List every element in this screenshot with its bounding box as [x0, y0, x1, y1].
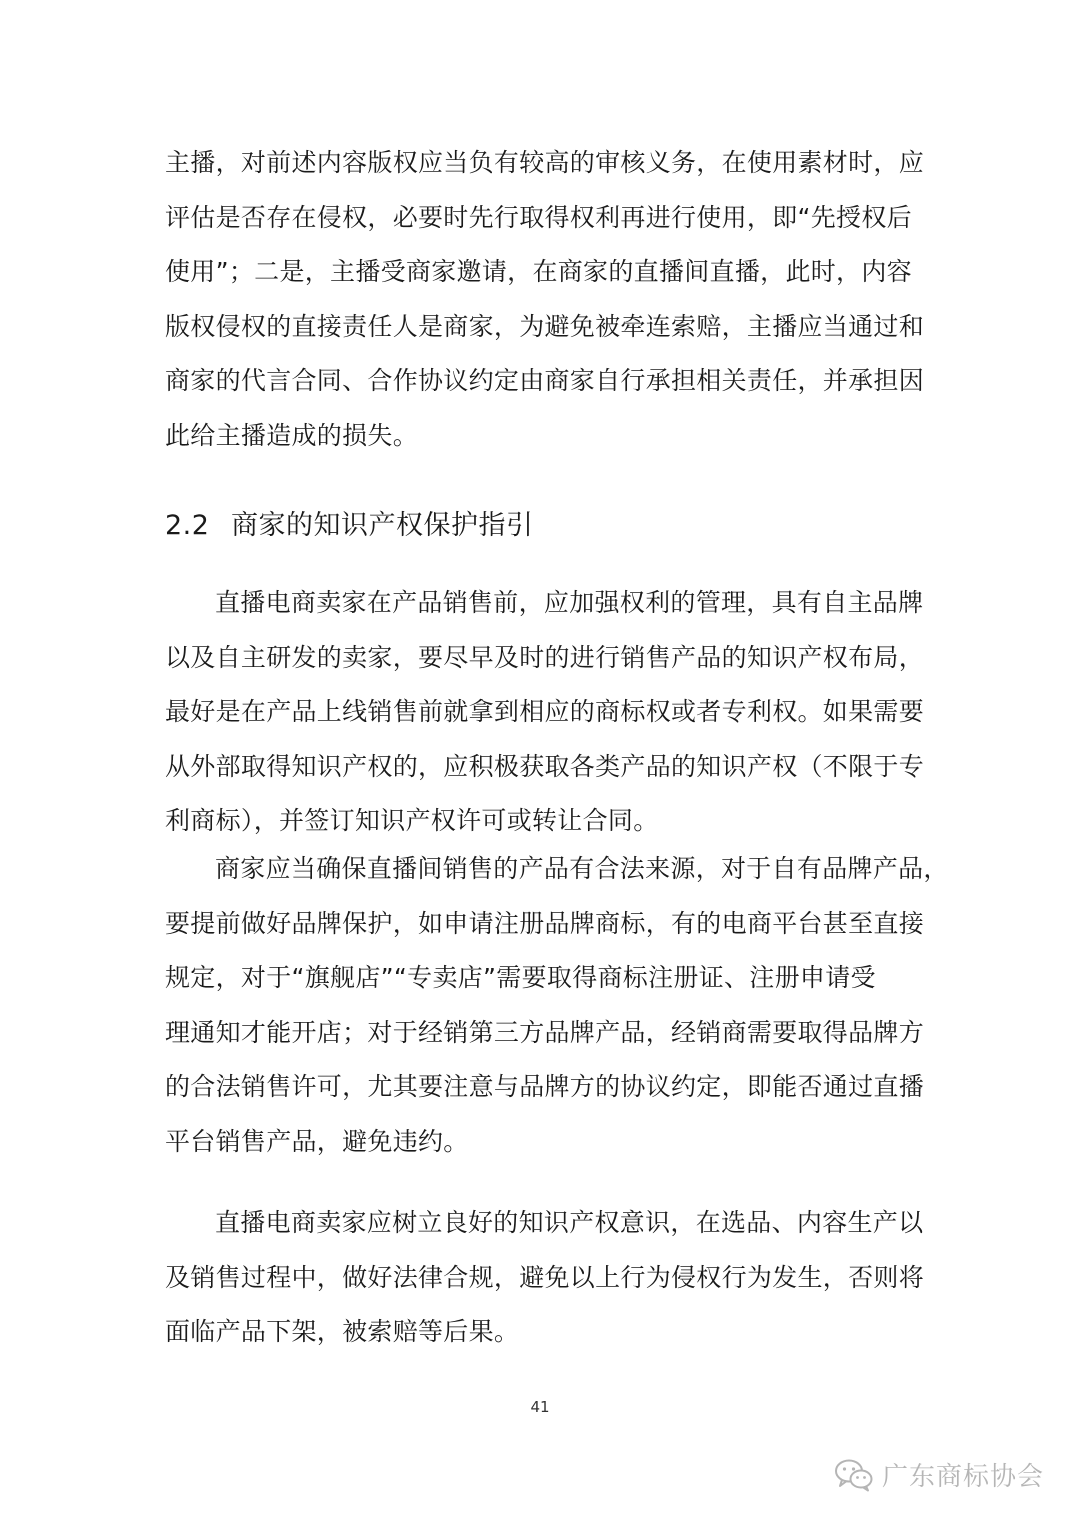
- watermark-text: 广东商标协会: [881, 1462, 1044, 1492]
- paragraph-legal-source: [165, 842, 965, 1170]
- text-line: 规定，对于“旗舰店”“专卖店”需要取得商标注册证、注册申请受: [165, 963, 876, 993]
- watermark: [834, 1456, 1044, 1493]
- text-line: 使用”；二是，主播受商家邀请，在商家的直播间直播，此时，内容: [165, 257, 912, 287]
- text-line: 商家的代言合同、合作协议约定由商家自行承担相关责任，并承担因: [165, 366, 925, 396]
- text-line: 最好是在产品上线销售前就拿到相应的商标权或者专利权。如果需要: [165, 697, 925, 727]
- page-number: 41: [530, 1398, 550, 1416]
- text-line: 此给主播造成的损失。: [165, 420, 419, 450]
- wechat-icon: [834, 1458, 874, 1492]
- text-line: 直播电商卖家在产品销售前，应加强权利的管理，具有自主品牌: [215, 588, 924, 617]
- text-line: 商家应当确保直播间销售的产品有合法来源，对于自有品牌产品，: [215, 854, 949, 883]
- text-line: 的合法销售许可，尤其要注意与品牌方的协议约定，即能否通过直播: [165, 1072, 925, 1102]
- section-number: 2.2: [165, 510, 210, 541]
- paragraph-rights-management: [165, 576, 925, 849]
- text-line: 面临产品下架，被索赔等后果。: [165, 1317, 520, 1347]
- paragraph-ip-awareness: [165, 1196, 925, 1360]
- text-line: 要提前做好品牌保护，如申请注册品牌商标，有的电商平台甚至直接: [165, 908, 925, 938]
- paragraph-continued: [165, 136, 925, 464]
- text-line: 主播，对前述内容版权应当负有较高的审核义务，在使用素材时，应: [165, 148, 925, 177]
- section-title: 商家的知识产权保护指引: [231, 510, 534, 541]
- text-line: 及销售过程中，做好法律合规，避免以上行为侵权行为发生，否则将: [165, 1262, 925, 1292]
- text-line: 以及自主研发的卖家，要尽早及时的进行销售产品的知识产权布局，: [165, 642, 925, 672]
- text-line: 从外部取得知识产权的，应积极获取各类产品的知识产权（不限于专: [165, 751, 925, 781]
- text-line: 评估是否存在侵权，必要时先行取得权利再进行使用，即“先授权后: [165, 202, 912, 232]
- text-line: 版权侵权的直接责任人是商家，为避免被牵连索赔，主播应当通过和: [165, 311, 925, 341]
- text-line: 利商标），并签订知识产权许可或转让合同。: [165, 806, 659, 836]
- text-line: 平台销售产品，避免违约。: [165, 1126, 469, 1156]
- text-line: 直播电商卖家应树立良好的知识产权意识，在选品、内容生产以: [215, 1208, 924, 1237]
- section-heading: [165, 496, 534, 556]
- text-line: 理通知才能开店；对于经销第三方品牌产品，经销商需要取得品牌方: [165, 1017, 925, 1047]
